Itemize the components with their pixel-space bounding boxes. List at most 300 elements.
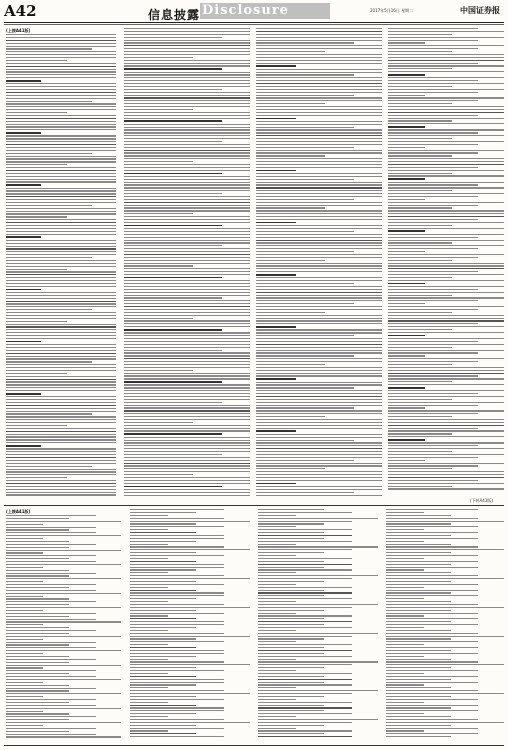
text-line <box>6 60 67 61</box>
text-line <box>130 690 224 691</box>
text-line <box>124 132 250 133</box>
text-line <box>130 521 250 522</box>
text-line <box>258 572 296 573</box>
text-line <box>130 630 168 631</box>
text-line <box>256 182 382 183</box>
text-line <box>130 558 168 559</box>
text-line <box>256 468 325 469</box>
text-line <box>388 34 452 35</box>
text-line <box>388 399 452 400</box>
text-line <box>388 433 452 434</box>
text-line <box>6 106 116 107</box>
text-line <box>6 541 69 542</box>
text-line <box>124 83 250 84</box>
text-line <box>124 381 222 383</box>
text-line <box>124 97 250 98</box>
text-line <box>258 725 324 726</box>
text-line <box>6 153 92 154</box>
text-line <box>6 413 92 414</box>
text-line <box>6 489 116 490</box>
text-line <box>388 103 452 104</box>
text-line <box>124 428 250 429</box>
text-line <box>256 361 382 362</box>
text-line <box>124 248 250 249</box>
text-line <box>388 170 504 171</box>
text-line <box>256 150 382 151</box>
text-line <box>6 289 41 291</box>
text-line <box>6 719 69 720</box>
text-line <box>258 552 324 553</box>
text-line <box>258 716 296 717</box>
text-line <box>258 719 378 720</box>
text-line <box>258 526 296 527</box>
text-line <box>6 66 116 67</box>
text-line <box>6 685 69 686</box>
text-line <box>6 393 41 395</box>
text-line <box>256 323 382 324</box>
text-line <box>124 124 250 125</box>
text-line <box>6 280 116 281</box>
text-line <box>124 240 250 241</box>
text-line <box>256 399 382 400</box>
text-line <box>386 725 451 726</box>
text-line <box>258 638 324 639</box>
text-line <box>256 364 325 365</box>
text-line <box>6 356 116 357</box>
page-number: A42 <box>4 2 37 20</box>
text-line <box>258 630 296 631</box>
text-line <box>256 326 296 328</box>
text-line <box>388 132 478 133</box>
text-line <box>256 405 382 406</box>
text-line <box>256 419 382 420</box>
text-line <box>130 699 224 700</box>
text-line <box>6 416 116 417</box>
text-line <box>386 716 451 717</box>
text-line <box>124 318 193 319</box>
text-line <box>130 664 250 665</box>
text-line <box>386 564 451 565</box>
text-line <box>6 364 116 365</box>
text-line <box>6 593 121 594</box>
text-line <box>124 465 250 466</box>
text-line <box>258 509 324 510</box>
text-line <box>256 176 382 177</box>
text-line <box>256 448 382 449</box>
text-line <box>386 687 451 688</box>
text-line <box>6 103 116 104</box>
text-line <box>6 135 116 136</box>
text-line <box>6 211 116 212</box>
text-line <box>124 271 250 272</box>
text-line <box>6 419 116 420</box>
text-line <box>130 595 224 596</box>
text-line <box>386 518 478 519</box>
text-line <box>130 687 168 688</box>
text-line <box>6 98 116 99</box>
text-line <box>388 320 504 321</box>
text-line <box>6 181 116 182</box>
text-line <box>256 265 382 266</box>
text-line <box>6 448 116 449</box>
text-line <box>386 647 478 648</box>
text-line <box>386 610 451 611</box>
text-line <box>256 42 354 43</box>
text-line <box>6 115 116 116</box>
text-line <box>6 312 116 313</box>
text-line <box>6 318 116 319</box>
text-line <box>388 425 504 426</box>
text-line <box>256 83 382 84</box>
text-line <box>6 144 116 145</box>
text-line <box>6 156 116 157</box>
text-line <box>388 468 452 469</box>
text-line <box>124 332 250 333</box>
text-line <box>6 347 116 348</box>
text-line <box>386 696 451 697</box>
text-line <box>256 492 354 493</box>
text-line <box>388 283 425 285</box>
text-line <box>130 581 196 582</box>
text-line <box>256 471 382 472</box>
text-line <box>6 176 116 177</box>
text-line <box>256 118 296 120</box>
text-line <box>124 483 250 484</box>
text-line <box>256 350 382 351</box>
text-line <box>386 736 451 737</box>
text-line <box>6 673 69 674</box>
text-line <box>388 332 504 333</box>
text-line <box>6 315 116 316</box>
text-line <box>124 399 250 400</box>
text-line <box>124 384 250 385</box>
text-line <box>6 650 121 651</box>
text-line <box>388 326 504 327</box>
text-line <box>388 280 504 281</box>
text-line <box>124 202 250 203</box>
text-line <box>6 463 116 464</box>
text-line <box>388 237 478 238</box>
upper-column-2 <box>124 28 250 498</box>
text-line <box>124 265 193 266</box>
text-line <box>388 63 478 64</box>
text-line <box>386 690 478 691</box>
text-line <box>6 693 121 694</box>
text-line <box>388 135 504 136</box>
text-line <box>388 60 504 61</box>
text-line <box>386 526 478 527</box>
text-line <box>6 396 116 397</box>
text-line <box>256 127 354 128</box>
text-line <box>388 234 504 235</box>
text-line <box>258 615 352 616</box>
text-line <box>124 387 250 388</box>
text-line <box>124 344 250 345</box>
text-line <box>388 384 504 385</box>
text-line <box>258 610 324 611</box>
text-line <box>258 538 324 539</box>
text-line <box>6 736 121 737</box>
text-line <box>130 552 196 553</box>
text-line <box>388 393 478 394</box>
text-line <box>124 355 250 356</box>
text-line <box>6 257 92 258</box>
text-line <box>6 431 116 432</box>
text-line <box>6 590 96 591</box>
text-line <box>388 178 425 180</box>
text-line <box>258 736 352 737</box>
text-line <box>6 558 69 559</box>
text-line <box>256 344 382 345</box>
text-line <box>6 147 116 148</box>
text-line <box>256 112 382 113</box>
text-line <box>124 112 250 113</box>
text-line <box>256 92 382 93</box>
text-line <box>386 575 478 576</box>
text-line <box>256 358 382 359</box>
text-line <box>258 624 324 625</box>
text-line <box>256 193 382 194</box>
text-line <box>256 268 382 269</box>
text-line <box>388 410 504 411</box>
text-line <box>124 440 250 441</box>
text-line <box>388 95 425 96</box>
text-line <box>388 97 504 98</box>
text-line <box>258 564 352 565</box>
text-line <box>124 309 250 310</box>
text-line <box>388 474 504 475</box>
text-line <box>386 684 424 685</box>
text-line <box>124 257 250 258</box>
text-line <box>256 190 382 191</box>
text-line <box>124 219 250 220</box>
text-line <box>124 176 250 177</box>
text-line <box>256 384 382 385</box>
text-line <box>6 402 116 403</box>
text-line <box>6 231 116 232</box>
text-line <box>256 237 382 238</box>
text-line <box>124 463 250 464</box>
text-line <box>388 381 452 382</box>
text-line <box>124 297 222 298</box>
text-line <box>6 370 116 371</box>
text-line <box>388 57 504 58</box>
text-line <box>258 581 324 582</box>
text-line <box>256 251 354 252</box>
top-rule-thin <box>4 24 504 25</box>
text-line <box>388 445 478 446</box>
text-line <box>130 650 224 651</box>
text-line <box>386 584 478 585</box>
text-line <box>130 633 224 634</box>
text-line <box>124 347 250 348</box>
text-line <box>388 439 425 441</box>
text-line <box>124 413 250 414</box>
text-line <box>388 292 504 293</box>
text-line <box>256 222 296 224</box>
text-line <box>124 231 250 232</box>
text-line <box>258 532 324 533</box>
text-line <box>386 523 451 524</box>
text-line <box>388 465 478 466</box>
text-line <box>6 390 116 391</box>
text-line <box>256 274 296 276</box>
text-line <box>124 60 250 61</box>
text-line <box>124 433 222 435</box>
text-line <box>388 228 504 229</box>
text-line <box>388 51 452 52</box>
text-line <box>388 416 452 417</box>
text-line <box>388 315 504 316</box>
text-line <box>258 690 378 691</box>
text-line <box>256 152 382 153</box>
upper-column-3 <box>256 28 382 498</box>
text-line <box>258 523 324 524</box>
text-line <box>6 725 43 726</box>
text-line <box>386 572 451 573</box>
text-line <box>124 228 250 229</box>
text-line <box>256 428 382 429</box>
text-line <box>124 341 250 342</box>
text-line <box>256 373 382 374</box>
text-line <box>386 644 424 645</box>
issue-date: 2017年5月16日 星期二 <box>370 8 414 13</box>
text-line <box>386 509 478 510</box>
text-line <box>124 106 250 107</box>
text-line <box>130 523 196 524</box>
text-line <box>388 396 504 397</box>
text-line <box>6 329 116 330</box>
text-line <box>256 315 382 316</box>
text-line <box>130 716 168 717</box>
text-line <box>124 210 250 211</box>
text-line <box>6 83 116 84</box>
text-line <box>6 676 96 677</box>
text-line <box>124 405 250 406</box>
text-line <box>256 378 296 380</box>
text-line <box>6 101 92 102</box>
text-line <box>256 103 325 104</box>
text-line <box>386 613 478 614</box>
text-line <box>6 434 116 435</box>
text-line <box>6 92 116 93</box>
text-line <box>124 152 250 153</box>
text-line <box>6 561 96 562</box>
text-line <box>124 295 250 296</box>
text-line <box>124 425 250 426</box>
text-line <box>256 135 382 136</box>
text-line <box>124 335 250 336</box>
text-line <box>124 492 250 493</box>
text-line <box>6 184 41 186</box>
text-line <box>130 736 224 737</box>
text-line <box>388 338 504 339</box>
text-line <box>6 43 116 44</box>
text-line <box>124 92 250 93</box>
text-line <box>258 618 324 619</box>
text-line <box>124 410 250 411</box>
text-line <box>130 538 224 539</box>
text-line <box>256 480 382 481</box>
text-line <box>258 656 352 657</box>
text-line <box>124 437 250 438</box>
text-line <box>130 544 168 545</box>
text-line <box>256 355 354 356</box>
text-line <box>130 561 196 562</box>
continued-from-tag: (上接A41版) <box>6 28 31 33</box>
text-line <box>388 141 504 142</box>
text-line <box>386 521 504 522</box>
text-line <box>256 97 382 98</box>
text-line <box>256 393 382 394</box>
text-line <box>124 416 250 417</box>
text-line <box>130 526 224 527</box>
text-line <box>258 705 324 706</box>
text-line <box>6 129 116 130</box>
text-line <box>6 713 69 714</box>
text-line <box>124 468 250 469</box>
text-line <box>124 471 250 472</box>
text-line <box>6 321 67 322</box>
text-line <box>258 541 352 542</box>
text-line <box>6 158 116 159</box>
text-line <box>130 638 196 639</box>
text-line <box>386 538 478 539</box>
text-line <box>6 659 96 660</box>
text-line <box>6 567 43 568</box>
text-line <box>124 95 250 96</box>
text-line <box>6 550 121 551</box>
text-line <box>6 57 116 58</box>
text-line <box>258 575 378 576</box>
text-line <box>258 587 352 588</box>
text-line <box>130 512 196 513</box>
text-line <box>388 460 425 461</box>
text-line <box>124 260 250 261</box>
text-line <box>258 584 296 585</box>
text-line <box>124 103 250 104</box>
text-line <box>386 607 504 608</box>
text-line <box>6 69 116 70</box>
text-line <box>258 569 352 570</box>
text-line <box>256 367 382 368</box>
text-line <box>258 641 296 642</box>
text-line <box>386 601 451 602</box>
text-line <box>256 309 382 310</box>
text-line <box>256 332 382 333</box>
text-line <box>256 312 325 313</box>
text-line <box>6 309 92 310</box>
text-line <box>256 434 382 435</box>
text-line <box>256 292 382 293</box>
text-line <box>388 42 425 43</box>
text-line <box>256 158 382 159</box>
text-line <box>6 225 116 226</box>
text-line <box>388 158 504 159</box>
text-line <box>130 601 168 602</box>
text-line <box>256 489 382 490</box>
text-line <box>258 518 378 519</box>
text-line <box>6 353 116 354</box>
text-line <box>386 676 478 677</box>
text-line <box>6 439 116 440</box>
text-line <box>130 728 224 729</box>
text-line <box>124 442 250 443</box>
text-line <box>6 711 43 712</box>
text-line <box>388 419 504 420</box>
text-line <box>256 318 382 319</box>
text-line <box>256 124 382 125</box>
